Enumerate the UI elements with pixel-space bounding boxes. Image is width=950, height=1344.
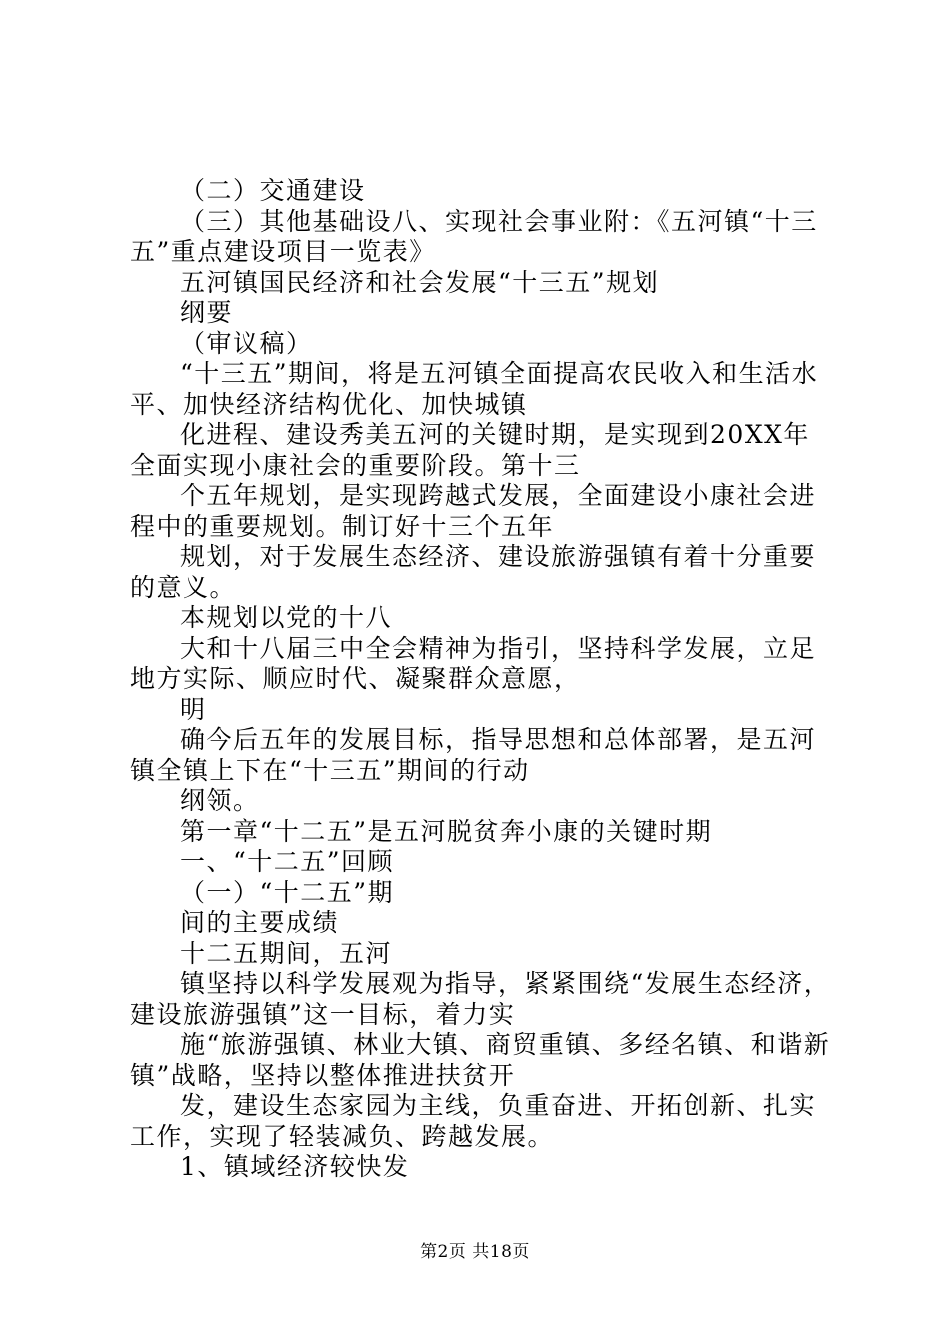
section-heading: 一、“十二五”回顾 xyxy=(180,847,395,876)
paragraph-line: 十二五期间，五河 xyxy=(180,938,393,968)
paragraph-line: 施“旅游强镇、林业大镇、商贸重镇、多经名镇、和谐新镇”战略，坚持以整体推进扶贫开 xyxy=(130,1030,831,1090)
paragraph-line: 个五年规划，是实现跨越式发展，全面建设小康社会进程中的重要规划。制订好十三个五年 xyxy=(130,481,817,541)
paragraph-line: 本规划以党的十八 xyxy=(180,603,393,632)
subsection-heading-cont: 间的主要成绩 xyxy=(180,908,340,937)
heading-infrastructure: （三）其他基础设八、实现社会事业附：《五河镇“十三五”重点建设项目一览表》 xyxy=(130,206,818,266)
chapter-heading: 第一章“十二五”是五河脱贫奔小康的关键时期 xyxy=(180,816,713,846)
subsection-heading: （一）“十二五”期 xyxy=(180,877,395,907)
paragraph-line: 确今后五年的发展目标，指导思想和总体部署，是五河镇全镇上下在“十三五”期间的行动 xyxy=(130,725,817,785)
paragraph-line: 化进程、建设秀美五河的关键时期，是实现到20XX年全面实现小康社会的重要阶段。第十三 xyxy=(130,420,810,480)
paragraph-line: 大和十八届三中全会精神为指引，坚持科学发展，立足地方实际、顺应时代、凝聚群众意愿， xyxy=(130,633,817,693)
heading-transport: （二）交通建设 xyxy=(180,176,366,205)
paragraph-line: 纲领。 xyxy=(180,786,260,815)
draft-note: （审议稿） xyxy=(180,328,313,358)
document-body xyxy=(130,176,835,1183)
document-title: 五河镇国民经济和社会发展“十三五”规划 xyxy=(180,267,660,297)
item-heading: 1、镇域经济较快发 xyxy=(180,1152,410,1181)
paragraph-line: 明 xyxy=(180,694,207,724)
page-indicator: 第2页 共18页 xyxy=(420,1242,530,1262)
document-title-outline: 纲要 xyxy=(180,298,234,327)
paragraph-line: 规划，对于发展生态经济、建设旅游强镇有着十分重要的意义。 xyxy=(130,542,817,602)
paragraph-line: “十三五”期间，将是五河镇全面提高农民收入和生活水平、加快经济结构优化、加快城镇 xyxy=(130,359,819,419)
page-footer xyxy=(0,1241,950,1263)
paragraph-line: 镇坚持以科学发展观为指导，紧紧围绕“发展生态经济，建设旅游强镇”这一目标，着力实 xyxy=(130,969,831,1029)
paragraph-line: 发，建设生态家园为主线，负重奋进、开拓创新、扎实工作，实现了轻装减负、跨越发展。 xyxy=(130,1091,817,1151)
